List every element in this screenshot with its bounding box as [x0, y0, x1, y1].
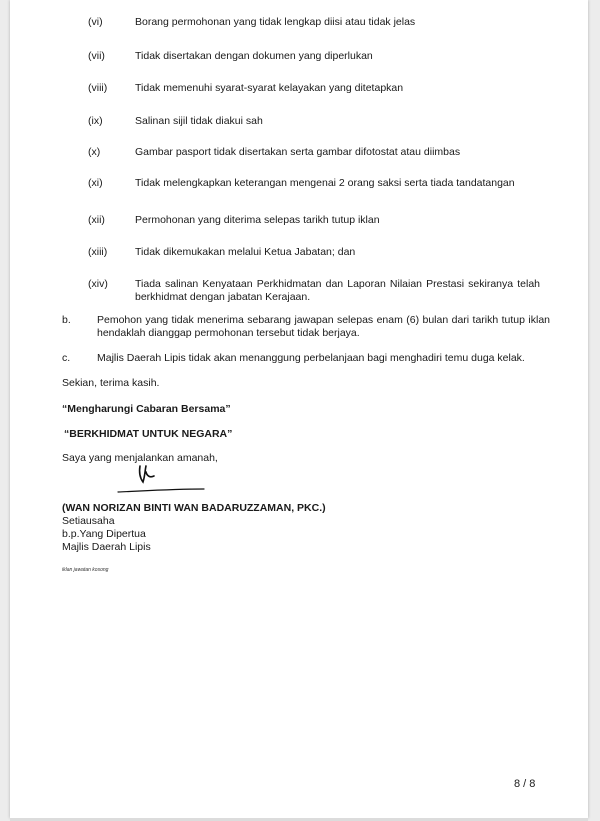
list-item-text: Tidak melengkapkan keterangan mengenai 2 orang saksi serta tiada tandatangan [135, 177, 515, 189]
list-item-text: Borang permohonan yang tidak lengkap diisi atau tidak jelas [135, 16, 416, 28]
motto-text: “Mengharungi Cabaran Bersama” [62, 403, 231, 415]
list-item-text: Tidak disertakan dengan dokumen yang diperlukan [135, 50, 373, 62]
list-item-number: (vi) [88, 16, 103, 28]
list-item-text: Tiada salinan Kenyataan Perkhidmatan dan Laporan Nilaian Prestasi sekiranya telah berkhidmat dengan jabatan Kerajaan. [135, 278, 540, 303]
paragraph-letter: c. [62, 352, 71, 364]
closing-text: Sekian, terima kasih. [62, 377, 160, 389]
list-item-number: (ix) [88, 115, 103, 127]
footer-note: iklan jawatan kosong [62, 567, 109, 573]
list-item-text: Salinan sijil tidak diakui sah [135, 115, 263, 127]
signature-image [112, 462, 207, 498]
list-item-number: (x) [88, 146, 101, 158]
list-item-number: (xiii) [88, 246, 108, 258]
sign-off-text: Saya yang menjalankan amanah, [62, 452, 218, 464]
list-item-text: Tidak memenuhi syarat-syarat kelayakan yang ditetapkan [135, 82, 404, 94]
list-item-text: Permohonan yang diterima selepas tarikh tutup iklan [135, 214, 380, 226]
paragraph-text: Majlis Daerah Lipis tidak akan menanggung perbelanjaan bagi menghadiri temu duga kelak. [97, 352, 525, 364]
list-item-number: (viii) [88, 82, 108, 94]
paragraph-text: Pemohon yang tidak menerima sebarang jawapan selepas enam (6) bulan dari tarikh tutup iklan hendaklah dianggap permohonan tersebut tidak berjaya. [97, 314, 550, 339]
list-item-number: (xi) [88, 177, 103, 189]
list-item-number: (xii) [88, 214, 105, 226]
slogan-text: “BERKHIDMAT UNTUK NEGARA” [64, 428, 233, 440]
list-item-number: (xiv) [88, 278, 108, 290]
list-item-text: Tidak dikemukakan melalui Ketua Jabatan; dan [135, 246, 356, 258]
list-item-text: Gambar pasport tidak disertakan serta gambar difotostat atau diimbas [135, 146, 461, 158]
signatory-on-behalf: b.p.Yang Dipertua [62, 528, 146, 540]
page-number: 8 / 8 [514, 778, 536, 790]
signatory-title: Setiausaha [62, 515, 115, 527]
list-item-number: (vii) [88, 50, 105, 62]
signatory-name: (WAN NORIZAN BINTI WAN BADARUZZAMAN, PKC.) [62, 502, 326, 514]
signatory-organization: Majlis Daerah Lipis [62, 541, 151, 553]
paragraph-letter: b. [62, 314, 71, 326]
